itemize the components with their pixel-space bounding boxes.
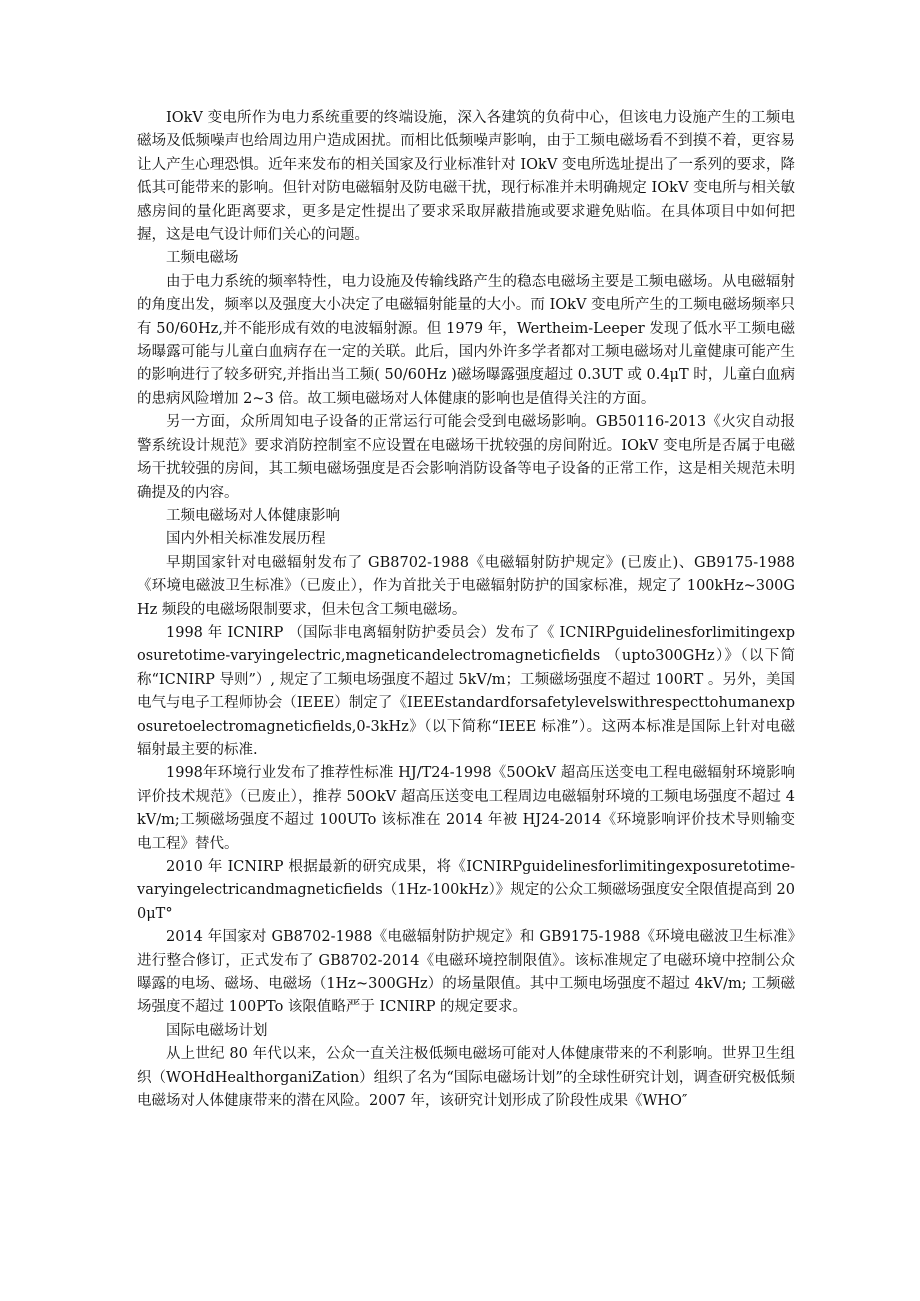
paragraph-early-standards: 早期国家针对电磁辐射发布了 GB8702-1988《电磁辐射防护规定》(已废止)、GB9175-1988《环境电磁波卫生标准》（已废止），作为首批关于电磁辐射防护的国家标准，规定了 100kHz~300GHz 频段的电磁场限制要求，但未包含工频电磁场。 (137, 554, 795, 618)
document-page (137, 107, 795, 1113)
paragraph-frequency-characteristics: 由于电力系统的频率特性，电力设施及传输线路产生的稳态电磁场主要是工频电磁场。从电磁辐射的角度出发，频率以及强度大小决定了电磁辐射能量的大小。而 IOkV 变电所产生的工频电磁场频率只有 50/60Hz,并不能形成有效的电波辐射源。但 1979 年，Wertheim-Leeper 发现了低水平工频电磁场曝露可能与儿童白血病存在一定的关联。此后，国内外许多学者都对工频电磁场对儿童健康可能产生的影响进行了较多研究,并指出当工频( 50/60Hz )磁场曝露强度超过 0.3UT 或 0.4μT 时，儿童白血病的患病风险增加 2~3 倍。故工频电磁场对人体健康的影响也是值得关注的方面。 (137, 273, 795, 407)
subsection-heading-standards-history: 国内外相关标准发展历程 (166, 531, 326, 548)
paragraph-who-emf-project: 从上世纪 80 年代以来，公众一直关注极低频电磁场可能对人体健康带来的不利影响。世界卫生组织（WOHdHealthorganiZation）组织了名为“国际电磁场计划”的全球性研究计划，调查研究极低频电磁场对人体健康带来的潜在风险。2007 年，该研究计划形成了阶段性成果《WHO″ (137, 1046, 795, 1110)
paragraph-icnirp-2010: 2010 年 ICNIRP 根据最新的研究成果，将《ICNIRPguidelinesforlimitingexposuretotime-varyingelectricandmagneticfields（1Hz-100kHz）》规定的公众工频磁场强度安全限值提高到 200μT° (137, 859, 795, 922)
paragraph-intro: IOkV 变电所作为电力系统重要的终端设施，深入各建筑的负荷中心，但该电力设施产生的工频电磁场及低频噪声也给周边用户造成困扰。而相比低频噪声影响，由于工频电磁场看不到摸不着，更容易让人产生心理恐惧。近年来发布的相关国家及行业标准针对 IOkV 变电所选址提出了一系列的要求，降低其可能带来的影响。但针对防电磁辐射及防电磁干扰，现行标准并未明确规定 IOkV 变电所与相关敏感房间的量化距离要求，更多是定性提出了要求采取屏蔽措施或要求避免贴临。在具体项目中如何把握，这是电气设计师们关心的问题。 (137, 110, 795, 244)
section-heading-health-impact: 工频电磁场对人体健康影响 (166, 507, 340, 524)
paragraph-icnirp-1998: 1998 年 ICNIRP （国际非电离辐射防护委员会）发布了《 ICNIRPguidelinesforlimitingexposuretotime-varyingelectric,magneticandelectromagneticfields （upto300GHz）》（以下简称“ICNIRP 导则”）, 规定了工频电场强度不超过 5kV/m；工频磁场强度不超过 100RT 。另外，美国电气与电子工程师协会（IEEE）制定了《IEEEstandardforsafetylevelswithrespecttohumanexposuretoelectromagneticfields,0-3kHz》（以下简称“IEEE 标准”）。这两本标准是国际上针对电磁辐射最主要的标准. (137, 624, 795, 758)
paragraph-hj-t24-1998: 1998年环境行业发布了推荐性标准 HJ/T24-1998《50OkV 超高压送变电工程电磁辐射环境影响评价技术规范》（已废止），推荐 50OkV 超高压送变电工程周边电磁辐射环境的工频电场强度不超过 4kV∕m;工频磁场强度不超过 100UTo 该标准在 2014 年被 HJ24-2014《环境影响评价技术导则输变电工程》替代。 (137, 765, 795, 852)
section-heading-power-frequency-field: 工频电磁场 (166, 250, 239, 267)
paragraph-electronic-equipment: 另一方面，众所周知电子设备的正常运行可能会受到电磁场影响。GB50116-2013《火灾自动报警系统设计规范》要求消防控制室不应设置在电磁场干扰较强的房间附近。IOkV 变电所是否属于电磁场干扰较强的房间，其工频电磁场强度是否会影响消防设备等电子设备的正常工作，这是相关规范未明确提及的内容。 (137, 414, 795, 501)
subsection-heading-international-emf-project: 国际电磁场计划 (166, 1022, 268, 1039)
paragraph-gb8702-2014: 2014 年国家对 GB8702-1988《电磁辐射防护规定》和 GB9175-1988《环境电磁波卫生标准》进行整合修订，正式发布了 GB8702-2014《电磁环境控制限值》。该标准规定了电磁环境中控制公众曝露的电场、磁场、电磁场（1Hz~300GHz）的场量限值。其中工频电场强度不超过 4kV∕m; 工频磁场强度不超过 100PTo 该限值略严于 ICNIRP 的规定要求。 (137, 929, 795, 1016)
